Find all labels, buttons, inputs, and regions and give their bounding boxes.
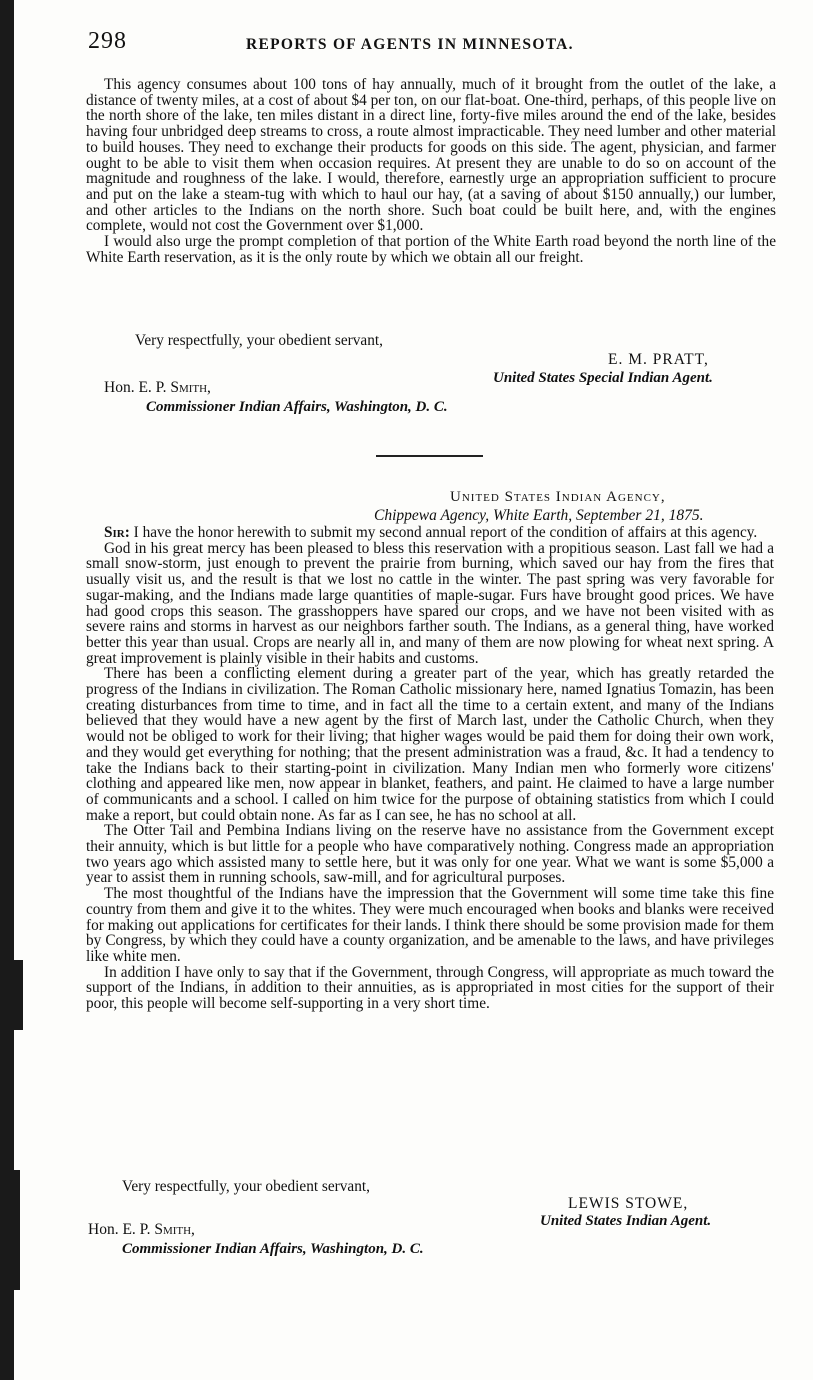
letter2-body bbox=[86, 525, 774, 1012]
running-head: REPORTS OF AGENTS IN MINNESOTA. bbox=[246, 36, 574, 53]
signature-title: United States Special Indian Agent. bbox=[493, 370, 713, 386]
addressee-name: Smith, bbox=[154, 1221, 195, 1238]
closing: Very respectfully, your obedient servant, bbox=[135, 332, 383, 349]
addressee-prefix: Hon. E. P. bbox=[88, 1221, 155, 1238]
addressee bbox=[88, 1221, 195, 1239]
paragraph: In addition I have only to say that if the Government, through Congress, will appropriate as much toward the support of the Indians, in addition to their annuities, as is appropriated in most cities for the support of their poor, this people will become self-supporting in a very short time. bbox=[86, 963, 774, 1013]
signature-title: United States Indian Agent. bbox=[540, 1213, 712, 1229]
signature-name: LEWIS STOWE, bbox=[568, 1195, 689, 1212]
section-divider bbox=[376, 455, 483, 457]
paragraph: I would also urge the prompt completion of that portion of the White Earth road beyond the north line of the White Earth reservation, as it is the only route by which we obtain all our freight. bbox=[86, 233, 776, 266]
page-header bbox=[88, 28, 773, 60]
addressee-title: Commissioner Indian Affairs, Washington, D. C. bbox=[146, 399, 448, 415]
addressee-prefix: Hon. E. P. bbox=[104, 379, 171, 396]
paragraph: The Otter Tail and Pembina Indians living on the reserve have no assistance from the Government except their annuity, which is but little for a people who have comparatively nothing. Congress made an appropriation two years ago which assisted many to settle here, but it was only for one year. What we want is some $5,000 a year to assist them in running schools, saw-mill, and for agricultural purposes. bbox=[86, 822, 774, 887]
salutation: Sir: bbox=[104, 524, 130, 541]
scan-left-edge bbox=[0, 0, 14, 1380]
page-number: 298 bbox=[88, 28, 127, 54]
addressee-title: Commissioner Indian Affairs, Washington, D. C. bbox=[122, 1241, 424, 1257]
paragraph: This agency consumes about 100 tons of hay annually, much of it brought from the outlet of the lake, a distance of twenty miles, at a cost of about $4 per ton, on our flat-boat. One-third, perhaps, of this people live on the north shore of the lake, ten miles distant in a direct line, forty-five miles around the end of the lake, besides having four unbridged deep streams to cross, a route almost impracticable. They need lumber and other material to build houses. They need to exchange their products for goods on this side. The agent, physician, and farmer ought to be able to visit them when occasion requires. At present they are unable to do so on account of the magnitude and roughness of the lake. I would, therefore, earnestly urge an appropriation sufficient to procure and put on the lake a steam-tug with which to haul our hay, (at a saving of about $150 annually,) our lumber, and other articles to the Indians on the north shore. Such boat could be built here, and, with the engines complete, would not cost the Government over $1,000. bbox=[86, 76, 776, 235]
paragraph bbox=[86, 525, 774, 541]
addressee-name: Smith, bbox=[170, 379, 211, 396]
scan-edge-shadow bbox=[14, 1170, 20, 1290]
addressee bbox=[104, 379, 211, 397]
letterhead-place: Chippewa Agency, White Earth, September 21, 1875. bbox=[374, 507, 704, 524]
paragraph: The most thoughtful of the Indians have the impression that the Government will some time take this fine country from them and give it to the whites. They were much encouraged when books and blanks were received for making out applications for certificates for their lands. I think there should be some provision made for them by Congress, by which they could have a county organization, and be amenable to the laws, and have privileges like white men. bbox=[86, 885, 774, 965]
letter1-body bbox=[86, 77, 776, 265]
signature-name: E. M. PRATT, bbox=[608, 351, 709, 368]
paragraph: There has been a conflicting element during a greater part of the year, which has greatly retarded the progress of the Indians in civilization. The Roman Catholic missionary here, named Ignatius Tomazin, has been creating disturbances from time to time, and in fact all the time to a certain extent, and many of the Indians believed that they would have a new agent by the first of March last, under the Catholic Church, when they would not be obliged to work for their living; that higher wages would be paid them for doing their own work, and they would get everything for nothing; that the present administration was a fraud, &c. It had a tendency to take the Indians back to their starting-point in civilization. Many Indian men who formerly wore citizens' clothing and appeared like men, now appear in blanket, feathers, and paint. He claimed to have a large number of communicants and a school. I called on him twice for the purpose of obtaining statistics from which I could make a report, but could obtain none. As far as I can see, he has no school at all. bbox=[86, 665, 774, 824]
paragraph: God in his great mercy has been pleased to bless this reservation with a propitious season. Last fall we had a small snow-storm, just enough to prevent the prairie from burning, which saved our hay from the fires that usually visit us, and the result is that we lost no cattle in the winter. The past spring was very favorable for sugar-making, and the Indians made large quantities of maple-sugar. Furs have brought good prices. We have had good crops this season. The grasshoppers have spared our crops, and we have not been visited with as severe rains and storms in harvest as our neighbors farther south. The Indians, as a general thing, have worked better this year than usual. Crops are nearly all in, and many of them are now plowing for wheat next spring. A great improvement is plainly visible in their habits and customs. bbox=[86, 539, 774, 667]
scan-edge-shadow bbox=[14, 960, 23, 1030]
paragraph-text: I have the honor herewith to submit my second annual report of the condition of affairs at this agency. bbox=[133, 524, 758, 541]
letterhead-agency: United States Indian Agency, bbox=[450, 489, 666, 505]
closing: Very respectfully, your obedient servant, bbox=[122, 1178, 370, 1195]
